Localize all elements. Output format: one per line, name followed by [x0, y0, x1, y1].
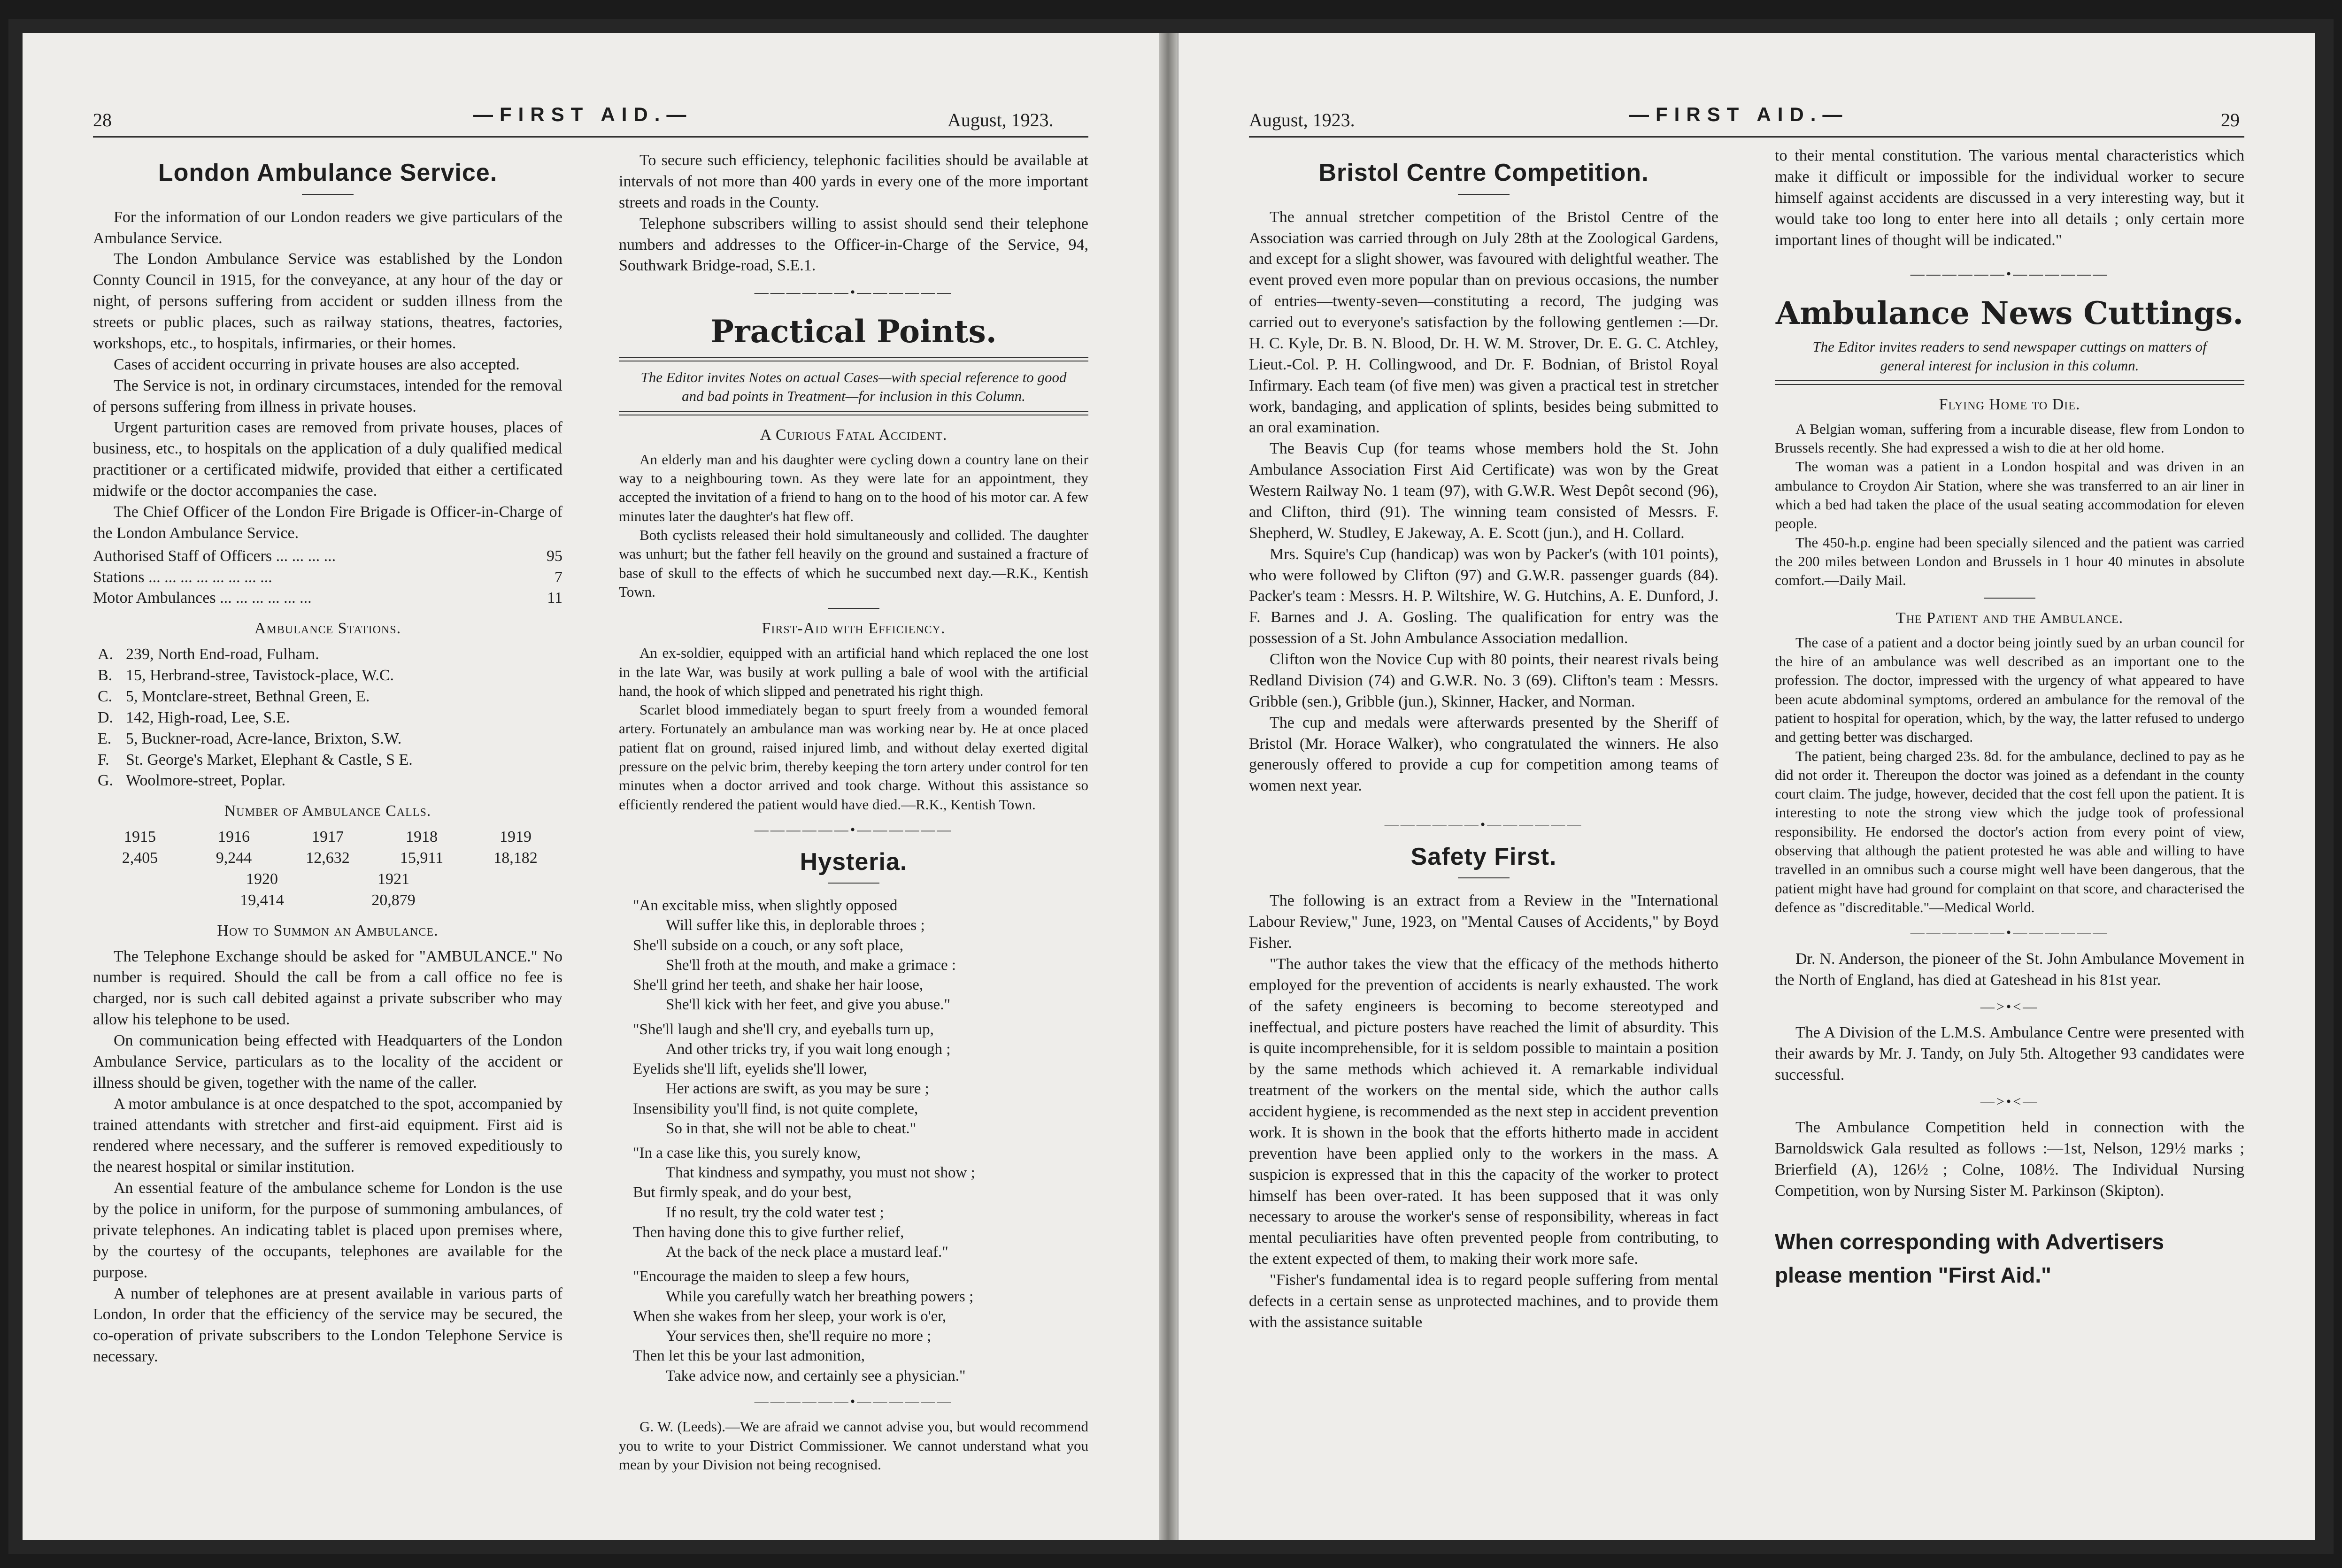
staff-row: Motor Ambulances ... ... ... ... ... ... 11	[93, 589, 562, 607]
calls-values-2: 19,414 20,879	[240, 891, 416, 909]
poem-stanza: "Encourage the maiden to sleep a few hours, While you carefully watch her breathing powers ; When she wakes from her sleep, your work is o'er, Your services then, she'll require no more ; Then let this be your last admonition, Take advice now, and certainly see a physician."	[633, 1268, 974, 1384]
running-head-right	[1179, 99, 2315, 136]
issue-date: August, 1923.	[1249, 109, 1355, 131]
paragraph: The 450-h.p. engine had been specially silenced and the patient was carried the 200 miles between London and Brussels in 1 hour 40 minutes in absolute comfort.—Daily Mail.	[1775, 534, 2244, 589]
section-title: Ambulance News Cuttings.	[1775, 294, 2244, 331]
paragraph: The following is an extract from a Review in the "International Labour Review," June, 1923, on "Mental Causes of Accidents," by Boyd Fisher.	[1249, 892, 1718, 952]
page-28	[23, 33, 1160, 1540]
ornament-divider: ——————•——————	[1384, 817, 1583, 833]
subheading: How to Summon an Ambulance.	[217, 922, 439, 939]
paragraph: "Fisher's fundamental idea is to regard people suffering from mental defects in a certain sense as unprotected machines, and to provide them with the assistance suitable	[1249, 1271, 1718, 1331]
poem-stanza: "In a case like this, you surely know, That kindness and sympathy, you must not show ; But firmly speak, and do your best, If no result, try the cold water test ; Then having done this to give further relief, At the back of the neck place a mustard leaf."	[633, 1145, 975, 1261]
paragraph: Cases of accident occurring in private houses are also accepted.	[114, 355, 520, 373]
paragraph: On communication being effected with Headquarters of the London Ambulance Service, particulars as to the locality of the accident or illness should be given, together with the name of the caller.	[93, 1032, 562, 1091]
ornament-divider: ——————•——————	[754, 284, 953, 300]
station-row: C. 5, Montclare-street, Bethnal Green, E.	[98, 687, 370, 705]
paragraph: Both cyclists released their hold simultaneously and collided. The daughter was unhurt; but the father fell heavily on the ground and sustained a fracture of base of skull to the effects of which he succumbed next day.—R.K., Kentish Town.	[619, 526, 1088, 600]
station-row: B. 15, Herbrand-stree, Tavistock-place, W.C.	[98, 667, 394, 684]
paragraph: An elderly man and his daughter were cycling down a country lane on their way to a neighbouring town. As they were late for an appointment, they accepted the invitation of a friend to hang on to the hood of his motor car. A few minutes later the daughter's hat flew off.	[619, 451, 1088, 524]
ornament-divider: ——————•——————	[1910, 925, 2109, 941]
editor-note: The Editor invites Notes on actual Cases—with special reference to good and bad points in Treatment—for inclusion in this Column.	[640, 369, 1067, 405]
page-number: 29	[2221, 109, 2240, 131]
paragraph: A motor ambulance is at once despatched to the spot, accompanied by trained attendants with stretcher and first-aid equipment. First aid is rendered where necessary, and the sufferer is removed expeditiously to the nearest hospital or similar institution.	[93, 1095, 562, 1176]
poem-stanza: "She'll laugh and she'll cry, and eyeballs turn up, And other tricks try, if you wait long enough ; Eyelids she'll lift, eyelids she'll lower, Her actions are swift, as you may be sure ; Insensibility you'll find, is not quite complete, So in that, she will not be able to cheat."	[633, 1021, 951, 1137]
stations-list	[98, 644, 562, 792]
staff-row: Authorised Staff of Officers ... ... ... ... 95	[93, 547, 562, 565]
paragraph: Mrs. Squire's Cup (handicap) was won by Packer's (with 101 points), who were followed by Clifton (97) and G.W.R. passenger guards (84). Packer's team : Messrs. H. P. Wiltshire, W. G. Hutchins, A. E. Dunford, J. F. Barnes and J. A. Gosling. The qualification for entry was the possession of a St. John Ambulance Association medallion.	[1249, 545, 1718, 647]
page-number: 28	[93, 109, 112, 131]
double-rule	[1775, 380, 2244, 385]
divider	[1984, 598, 2035, 599]
station-row: E. 5, Buckner-road, Acre-lance, Brixton, S.W.	[98, 730, 402, 747]
editor-note: The Editor invites readers to send newspaper cuttings on matters of general interest for inclusion in this column.	[1812, 338, 2207, 374]
subheading: Flying Home to Die.	[1939, 395, 2080, 413]
subheading: Number of Ambulance Calls.	[224, 802, 431, 820]
notice-line: When corresponding with Advertisers	[1775, 1229, 2164, 1254]
double-rule	[619, 411, 1088, 415]
paragraph: An essential feature of the ambulance scheme for London is the use by the police in uniform, for the purpose of summoning ambulances, of private telephones. An indicating tablet is placed upon premises where, by the courtesy of the occupants, telephones are available for the purpose.	[93, 1179, 562, 1281]
magazine-spread	[8, 19, 2334, 1554]
paragraph: to their mental constitution. The various mental characteristics which make it difficult or impossible for the individual worker to secure himself against accidents are discussed in a very interesting way, but it would take too long to enter here into all details ; only certain more important lines of thought will be indicated."	[1775, 147, 2244, 249]
article-title: London Ambulance Service.	[158, 159, 498, 186]
staff-list	[93, 546, 562, 609]
station-row: A. 239, North End-road, Fulham.	[98, 646, 319, 663]
paragraph: The London Ambulance Service was established by the London Connty Council in 1915, for the conveyance, at any hour of the day or night, of persons suffering from accident or sudden illness from the streets or public places, such as railway stations, theatres, factories, workshops, etc., to hospitals, infirmaries, or their homes.	[93, 250, 562, 352]
paragraph: Telephone subscribers willing to assist should send their telephone numbers and addresses to the Officer-in-Charge of the Service, 94, Southwark Bridge-road, S.E.1.	[619, 215, 1088, 275]
divider	[302, 194, 354, 195]
divider	[828, 608, 879, 609]
subheading: First-Aid with Efficiency.	[762, 620, 946, 638]
reply-note: G. W. (Leeds).—We are afraid we cannot advise you, but would recommend you to write to your District Commissioner. We cannot understand what you mean by your Division not being recognised.	[619, 1418, 1088, 1473]
paragraph: The woman was a patient in a London hospital and was driven in an ambulance to Croydon Air Station, where she was transferred to an air liner in which a bed had taken the place of the usual seating accommodation for eleven people.	[1775, 458, 2244, 532]
station-row: F. St. George's Market, Elephant & Castle, S E.	[98, 751, 413, 769]
paragraph: The cup and medals were afterwards presented by the Sheriff of Bristol (Mr. Horace Walker), who congratulated the winners. He also generously offered to provide a cup for competition among teams of women next year.	[1249, 714, 1718, 795]
divider	[1458, 194, 1510, 195]
issue-date: August, 1923.	[948, 109, 1054, 131]
head-rule	[1249, 136, 2244, 138]
ornament-divider: ——————•——————	[754, 1393, 953, 1409]
magazine-title: —FIRST AID.—	[473, 103, 693, 125]
calls-years-2: 1920 1921	[246, 870, 409, 888]
ornament-divider: ——————•——————	[754, 822, 953, 838]
ornament-divider: —>•<—	[1980, 1093, 2039, 1109]
column-2	[619, 150, 1088, 1474]
paragraph: Clifton won the Novice Cup with 80 points, their nearest rivals being Redland Division (74) and G.W.R. No. 3 (69). Clifton's team : Messrs. Gribble (sen.), Gribble (jun.), Skinner, Hacker, and Norman.	[1249, 651, 1718, 710]
column-1	[1249, 150, 1718, 1333]
calls-values: 2,405 9,244 12,632 15,911 18,182	[122, 849, 538, 867]
page-29	[1178, 33, 2315, 1540]
paragraph: "The author takes the view that the efficacy of the methods hitherto employed for the prevention of accidents is nearly exhausted. The work of the safety engineers is becoming to become stereotyped and ineffectual, and picture posters have reached the limit of absurdity. This is quite incomprehensible, for it is seldom possible to maintain a position by the same methods which achieved it. A remarkable individual treatment of the workers on the mental side, which the author calls accident hygiene, is recommended as the next step in accident prevention work. It is shown in the book that the efforts hitherto made in accident prevention have been applied only to the workers in the mass. A suspicion is expressed that in this the capacity of the worker to protect himself has been over-rated. It has been supposed that it was only necessary to arouse the worker's sense of responsibility, whereas in fact mental peculiarities have often prevented people from contributing, to the extent expected of them, to making their work more safe.	[1249, 955, 1718, 1268]
section-title: Practical Points.	[710, 313, 997, 350]
subheading: A Curious Fatal Accident.	[760, 426, 948, 444]
paragraph: For the information of our London readers we give particulars of the Ambulance Service.	[93, 208, 562, 247]
station-row: D. 142, High-road, Lee, S.E.	[98, 708, 290, 726]
column-1	[93, 150, 562, 1368]
poem	[633, 896, 1088, 1386]
paragraph: Scarlet blood immediately began to spurt freely from a wounded femoral artery. Fortunately an ambulance man was working near by. He at once placed patient flat on ground, raised injured limb, and without delay exerted digital pressure on the pelvic brim, thereby keeping the torn artery under control for ten minutes when a doctor arrived and took charge. Without this assistance so efficiently rendered the patient would have died.—R.K., Kentish Town.	[619, 701, 1088, 813]
double-rule	[619, 357, 1088, 361]
paragraph: An ex-soldier, equipped with an artificial hand which replaced the one lost in the late War, was busily at work pulling a bale of wool with the artificial hand, the hook of which slipped and penetrated his right thigh.	[619, 645, 1088, 699]
ornament-divider: —>•<—	[1980, 999, 2039, 1015]
paragraph: The Ambulance Competition held in connection with the Barnoldswick Gala resulted as follows :—1st, Nelson, 129½ marks ; Brierfield (A), 126½ ; Colne, 108½. The Individual Nursing Competition, won by Nursing Sister M. Parkinson (Skipton).	[1775, 1119, 2244, 1199]
magazine-title: —FIRST AID.—	[1629, 103, 1849, 125]
paragraph: The patient, being charged 23s. 8d. for the ambulance, declined to pay as he did not order it. Thereupon the doctor was joined as a defendant in the county court claim. The judge, however, decided that the cost fell upon the patient. It is interesting to note the strong view which the judge took of professional responsibility. He endorsed the doctor's action from every point of view, observing that although the patient protested he was able and willing to have travelled in an omnibus such a course might well have been dangerous, that the patient might have had ground for complaint on that score, and characterised the defence as "discreditable."—Medical World.	[1775, 747, 2244, 915]
article-title: Hysteria.	[800, 848, 908, 876]
paragraph: The case of a patient and a doctor being jointly sued by an urban council for the hire of an ambulance was well described as an important one to the profession. The doctor, impressed with the urgency of what appeared to have been acute abdominal symptoms, ordered an ambulance for the removal of the patient to hospital for operation, which, by the way, the latter refused to undergo and getting better was discharged.	[1775, 634, 2244, 746]
paragraph: A Belgian woman, suffering from a incurable disease, flew from London to Brussels recently. She had expressed a wish to die at her old home.	[1775, 420, 2244, 456]
advertiser-notice	[1775, 1225, 2244, 1292]
calls-years: 1915 1916 1917 1918 1919	[124, 828, 532, 846]
subheading: Ambulance Stations.	[254, 620, 401, 638]
notice-line: please mention "First Aid."	[1775, 1263, 2051, 1288]
article-title: Bristol Centre Competition.	[1318, 159, 1649, 186]
divider	[828, 883, 879, 884]
paragraph: Urgent parturition cases are removed from private houses, places of business, etc., to hospitals on the application of a duly qualified medical practitioner or a certificated midwife, provided that either a certificated midwife or the doctor accompanies the case.	[93, 419, 562, 500]
paragraph: The Telephone Exchange should be asked for "AMBULANCE." No number is required. Should the call be from a call office no fee is charged, nor is such call debited against a private subscriber who may allow his telephone to be used.	[93, 947, 562, 1029]
ornament-divider: ——————•——————	[1910, 266, 2109, 282]
poem-stanza: "An excitable miss, when slightly opposed Will suffer like this, in deplorable throes ; She'll subside on a couch, or any soft place, She'll froth at the mouth, and make a grimace : She'll grind her teeth, and shake her hair loose, She'll kick with her feet, and give you abuse."	[633, 897, 956, 1014]
divider	[1458, 877, 1510, 878]
paragraph: The annual stretcher competition of the Bristol Centre of the Association was carried through on July 28th at the Zoological Gardens, and except for a slight shower, was favoured with delightful weather. The event proved even more popular than on previous occasions, the number of entries—twenty-seven—constituting a record, The judging was carried out to everyone's satisfaction by the following gentlemen :—Dr. H. C. Kyle, Dr. B. N. Blood, Dr. H. W. M. Strover, Dr. E. G. C. Atchley, Lieut.-Col. P. H. Collingwood, and Dr. F. Bodnian, of Bristol Royal Infirmary. Each team (of five men) was given a practical test in stretcher work, bandaging, and application of splints, besides being submitted to an oral examination.	[1249, 208, 1718, 437]
running-head-left	[23, 99, 1159, 136]
paragraph: A number of telephones are at present available in various parts of London, In order that the efficiency of the service may be secured, the co-operation of private subscribers to the London Telephone Service is necessary.	[93, 1284, 562, 1366]
subheading: The Patient and the Ambulance.	[1895, 609, 2124, 627]
station-row: G. Woolmore-street, Poplar.	[98, 772, 286, 790]
paragraph: The Beavis Cup (for teams whose members hold the St. John Ambulance Association First Aid Certificate) was won by the Great Western Railway No. 1 team (97), with G.W.R. West Depôt second (96), and Clifton, third (91). The winning team consisted of Messrs. F. Shepherd, W. Studley, E Jakeway, A. E. Scott (jun.), and H. Collard.	[1249, 440, 1718, 542]
paragraph: The A Division of the L.M.S. Ambulance Centre were presented with their awards by Mr. J. Tandy, on July 5th. Altogether 93 candidates were successful.	[1775, 1024, 2244, 1084]
staff-row: Stations ... ... ... ... ... ... ... ... 7	[93, 568, 562, 586]
column-2	[1775, 146, 2244, 1292]
book-gutter	[1159, 33, 1178, 1540]
article-title: Safety First.	[1410, 843, 1557, 870]
paragraph: To secure such efficiency, telephonic facilities should be available at intervals of not more than 400 yards in every one of the more important streets and roads in the County.	[619, 152, 1088, 211]
paragraph: Dr. N. Anderson, the pioneer of the St. John Ambulance Movement in the North of England, has died at Gateshead in his 81st year.	[1775, 950, 2244, 989]
paragraph: The Service is not, in ordinary circumstaces, intended for the removal of persons suffering from illness in private houses.	[93, 377, 562, 415]
head-rule	[93, 136, 1088, 138]
paragraph: The Chief Officer of the London Fire Brigade is Officer-in-Charge of the London Ambulance Service.	[93, 503, 562, 542]
